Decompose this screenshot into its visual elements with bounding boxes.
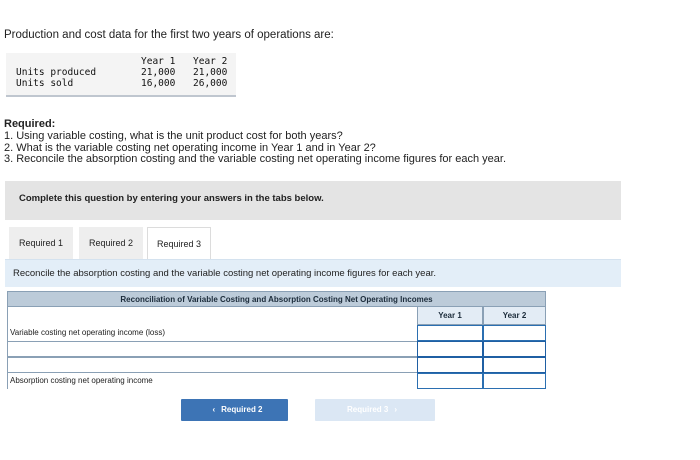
adjustment-1-year-1-input[interactable] <box>417 341 483 357</box>
reconciliation-header-row <box>7 307 546 325</box>
next-required-3-button[interactable] <box>315 399 435 421</box>
chevron-left-icon: ‹ <box>212 405 216 414</box>
row-label-units-produced: Units produced <box>16 67 97 78</box>
variable-noi-year-1-input[interactable] <box>417 325 483 341</box>
required-heading: Required: <box>4 118 56 130</box>
prev-required-2-button[interactable] <box>181 399 288 421</box>
required-item: 2. What is the variable costing net operating income in Year 1 and in Year 2? <box>4 141 376 154</box>
tab-required-2[interactable]: Required 2 <box>79 227 143 259</box>
next-button-label: Required 3 <box>346 405 389 414</box>
intro-text: Production and cost data for the first two years of operations are: <box>4 29 334 41</box>
instruction-banner <box>5 181 621 220</box>
row-label-absorption-costing-noi: Absorption costing net operating income <box>7 373 417 389</box>
units-produced-year-1: 21,000 <box>141 67 176 78</box>
adjustment-label-input-2[interactable] <box>7 357 417 373</box>
tab-required-3[interactable]: Required 3 <box>147 227 211 259</box>
header-year-2: Year 2 <box>193 56 228 67</box>
chevron-right-icon: › <box>394 405 397 414</box>
panel-instruction-bar <box>5 259 621 287</box>
variable-noi-year-2-input[interactable] <box>483 325 546 341</box>
production-data-table <box>6 53 236 97</box>
units-sold-year-2: 26,000 <box>193 78 228 89</box>
reconciliation-table <box>7 291 546 389</box>
adjustment-2-year-2-input[interactable] <box>483 357 546 373</box>
reconciliation-title: Reconciliation of Variable Costing and Absorption Costing Net Operating Incomes <box>7 291 546 307</box>
row-label-variable-costing-noi: Variable costing net operating income (loss) <box>7 325 417 341</box>
column-header-year-1: Year 1 <box>417 307 483 325</box>
table-row <box>7 373 546 389</box>
instruction-text: Complete this question by entering your answers in the tabs below. <box>19 193 324 204</box>
prev-button-label: Required 2 <box>221 405 263 414</box>
table-row <box>7 357 546 373</box>
required-item: 1. Using variable costing, what is the unit product cost for both years? <box>4 130 343 142</box>
header-year-1: Year 1 <box>141 56 176 67</box>
panel-instruction-text: Reconcile the absorption costing and the variable costing net operating income figures for each year. <box>13 268 437 279</box>
row-label-units-sold: Units sold <box>16 78 74 89</box>
header-blank-cell <box>7 307 417 325</box>
units-produced-year-2: 21,000 <box>193 67 228 78</box>
absorption-noi-year-1-input[interactable] <box>417 373 483 389</box>
table-row <box>7 341 546 357</box>
table-row <box>7 325 546 341</box>
adjustment-2-year-1-input[interactable] <box>417 357 483 373</box>
tab-required-1[interactable]: Required 1 <box>9 227 73 259</box>
adjustment-1-year-2-input[interactable] <box>483 341 546 357</box>
units-sold-year-1: 16,000 <box>141 78 176 89</box>
required-item: 3. Reconcile the absorption costing and the variable costing net operating income figures for each year. <box>4 153 507 165</box>
absorption-noi-year-2-input[interactable] <box>483 373 546 389</box>
required-list <box>4 131 506 166</box>
column-header-year-2: Year 2 <box>483 307 546 325</box>
adjustment-label-input-1[interactable] <box>7 341 417 357</box>
